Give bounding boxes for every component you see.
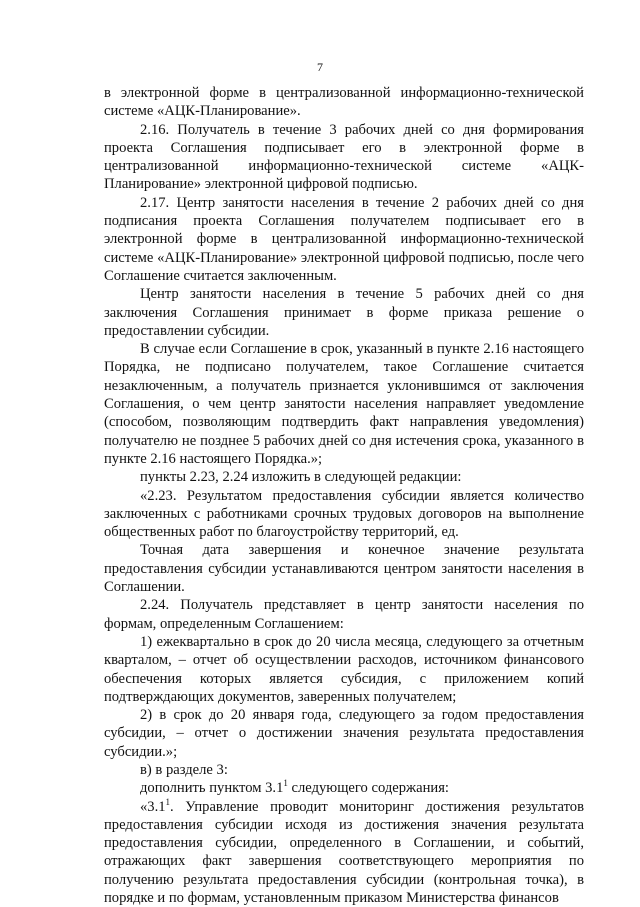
paragraph: 2.17. Центр занятости населения в течение 2 рабочих дней со дня подписания проекта Соглашения получателем подписывает его в электронной форме в централизованной информационно-технической системе «АЦК-Планирование» электронной цифровой подписью, после чего Соглашение считается заключенным. [104, 194, 584, 284]
paragraph: «2.23. Результатом предоставления субсидии является количество заключенных с работниками срочных трудовых договоров на выполнение общественных работ по благоустройству территорий, ед. [104, 487, 584, 541]
page-number: 7 [317, 60, 323, 74]
paragraph: 1) ежеквартально в срок до 20 числа месяца, следующего за отчетным кварталом, – отчет об осуществлении расходов, источником финансового обеспечения которых является субсидия, с приложением копий подтверждающих документов, заверенных получателем; [104, 633, 584, 705]
clause-intro-paragraph [104, 779, 584, 797]
paragraph: 2.24. Получатель представляет в центр занятости населения по формам, определенным Соглашением: [104, 597, 584, 632]
document-body [104, 84, 584, 907]
clause-intro-superscript: 1 [283, 778, 288, 789]
paragraph: В случае если Соглашение в срок, указанный в пункте 2.16 настоящего Порядка, не подписано получателем, такое Соглашение считается незаключенным, а получатель признается уклонившимся от заключения Соглашения, о чем центр занятости населения направляет уведомление (способом, позволяющим подтвердить факт направления уведомления) получателю не позднее 5 рабочих дней со дня истечения срока, указанного в пункте 2.16 настоящего Порядка.»; [104, 341, 584, 467]
paragraph: 2) в срок до 20 января года, следующего за годом предоставления субсидии, – отчет о достижении значения результата предоставления субсидии.»; [104, 707, 584, 760]
paragraph: в) в разделе 3: [140, 761, 228, 778]
paragraph: Центр занятости населения в течение 5 рабочих дней со дня заключения Соглашения принимает в форме приказа решение о предоставлении субсидии. [104, 286, 584, 339]
clause-paragraph [104, 798, 584, 907]
paragraph: 2.16. Получатель в течение 3 рабочих дней со дня формирования проекта Соглашения подписывает его в электронной форме в централизованной информационно-технической системе «АЦК-Планирование» электронной цифровой подписью. [104, 121, 584, 193]
paragraph: Точная дата завершения и конечное значение результата предоставления субсидии устанавливаются центром занятости населения в Соглашении. [104, 542, 584, 596]
clause-text: . Управление проводит мониторинг достижения результатов предоставления субсидии исходя из достижения значения результата предоставления субсидии, определенного в Соглашении, и событий, отражающих факт завершения соответствующего мероприятия по получению результата предоставления субсидии (контрольная точка), в порядке и по формам, установленным приказом Министерства финансов [104, 798, 584, 907]
clause-superscript: 1 [165, 796, 171, 807]
clause-intro-text: дополнить пунктом 3.1 [140, 780, 284, 797]
clause-intro-tail: следующего содержания: [287, 780, 449, 797]
clause-number: «3.1 [140, 798, 166, 815]
paragraph: в электронной форме в централизованной информационно-технической системе «АЦК-Планирование». [104, 85, 584, 120]
paragraph: пункты 2.23, 2.24 изложить в следующей редакции: [140, 469, 462, 486]
